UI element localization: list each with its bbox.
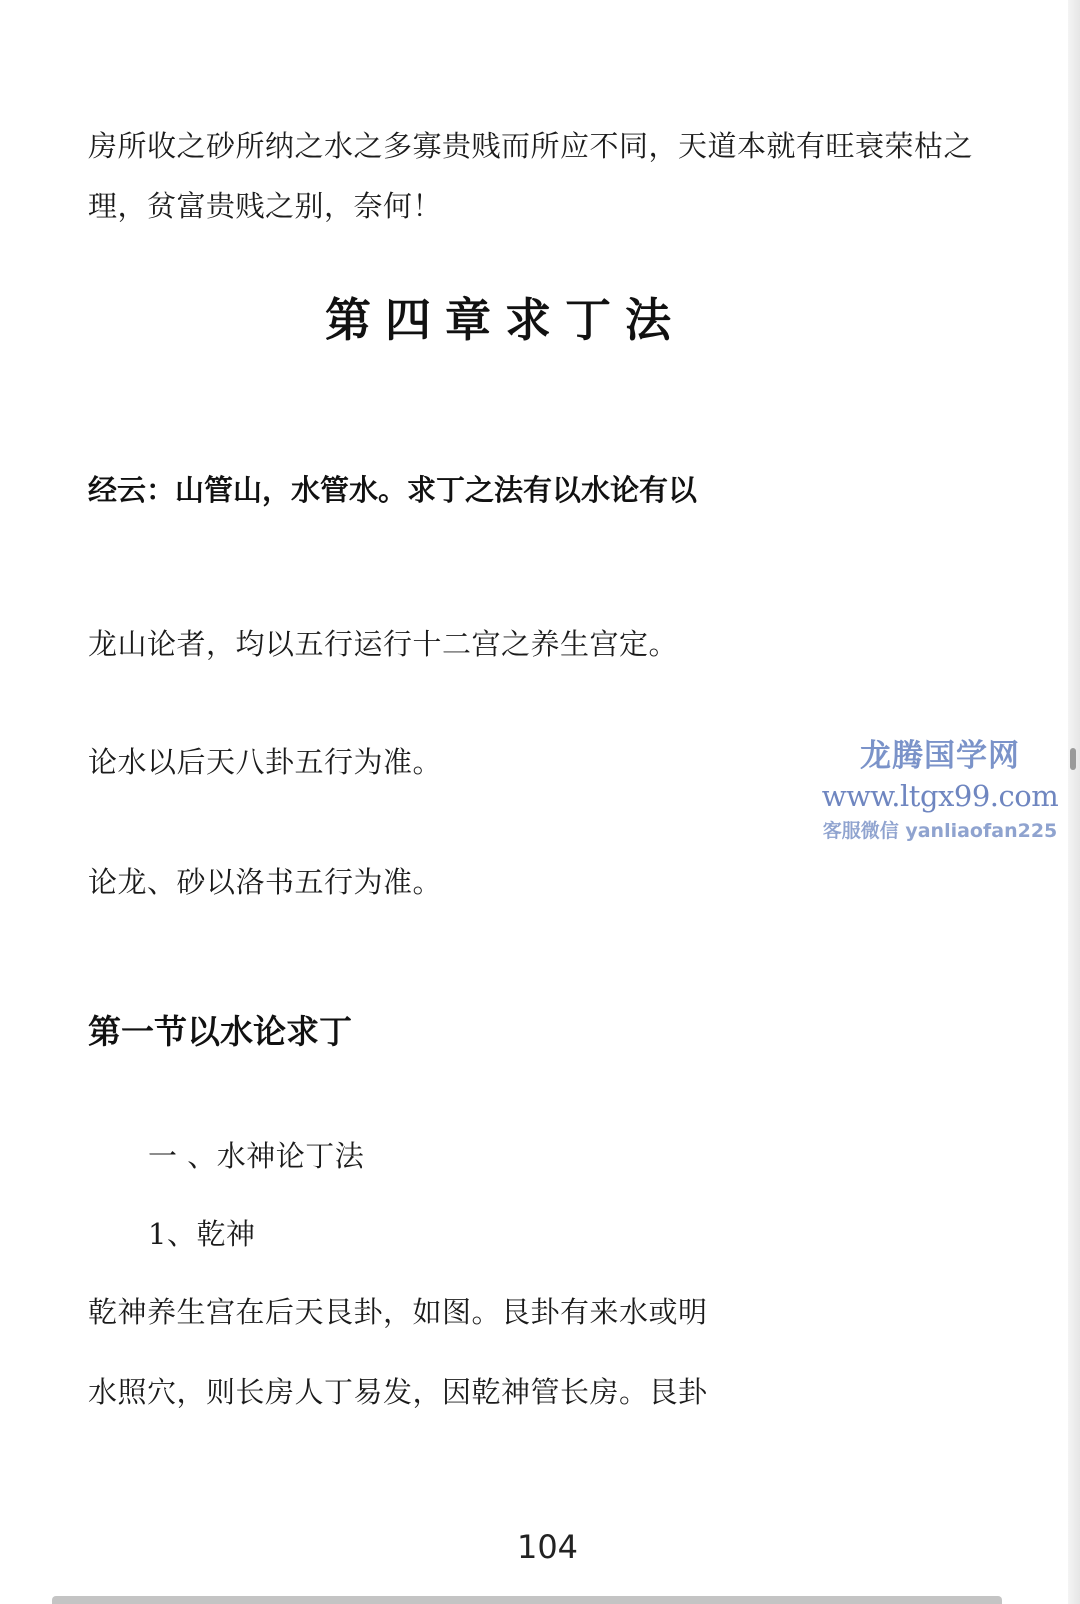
section-title: 第一节以水论求丁 [88,1012,352,1051]
vertical-scroll-thumb[interactable] [1070,748,1076,770]
paragraph-line: 论龙、砂以洛书五行为准。 [88,865,443,899]
page-edge [1068,0,1080,1604]
chapter-title: 第四章求丁法 [325,293,685,347]
paragraph-line: 水照穴，则长房人丁易发，因乾神管长房。艮卦 [88,1375,708,1409]
item-heading: 1、乾神 [148,1217,256,1251]
page-number: 104 [516,1528,579,1566]
sub-heading: 一 、水神论丁法 [148,1139,365,1173]
paragraph-line: 龙山论者，均以五行运行十二宫之养生宫定。 [88,627,679,661]
horizontal-scrollbar[interactable] [52,1596,1002,1604]
watermark-contact: 客服微信 yanliaofan225 [822,820,1058,842]
watermark-site-name: 龙腾国学网 [860,738,1020,774]
paragraph-line: 理，贫富贵贱之别，奈何！ [88,189,443,223]
paragraph-line: 房所收之砂所纳之水之多寡贵贱而所应不同，天道本就有旺衰荣枯之 [88,129,974,163]
watermark-url: www.ltgx99.com [821,779,1059,813]
scripture-line: 经云：山管山，水管水。求丁之法有以水论有以 [88,473,698,507]
paragraph-line: 论水以后天八卦五行为准。 [88,745,443,779]
watermark [820,736,1060,846]
paragraph-line: 乾神养生宫在后天艮卦，如图。艮卦有来水或明 [88,1295,708,1329]
